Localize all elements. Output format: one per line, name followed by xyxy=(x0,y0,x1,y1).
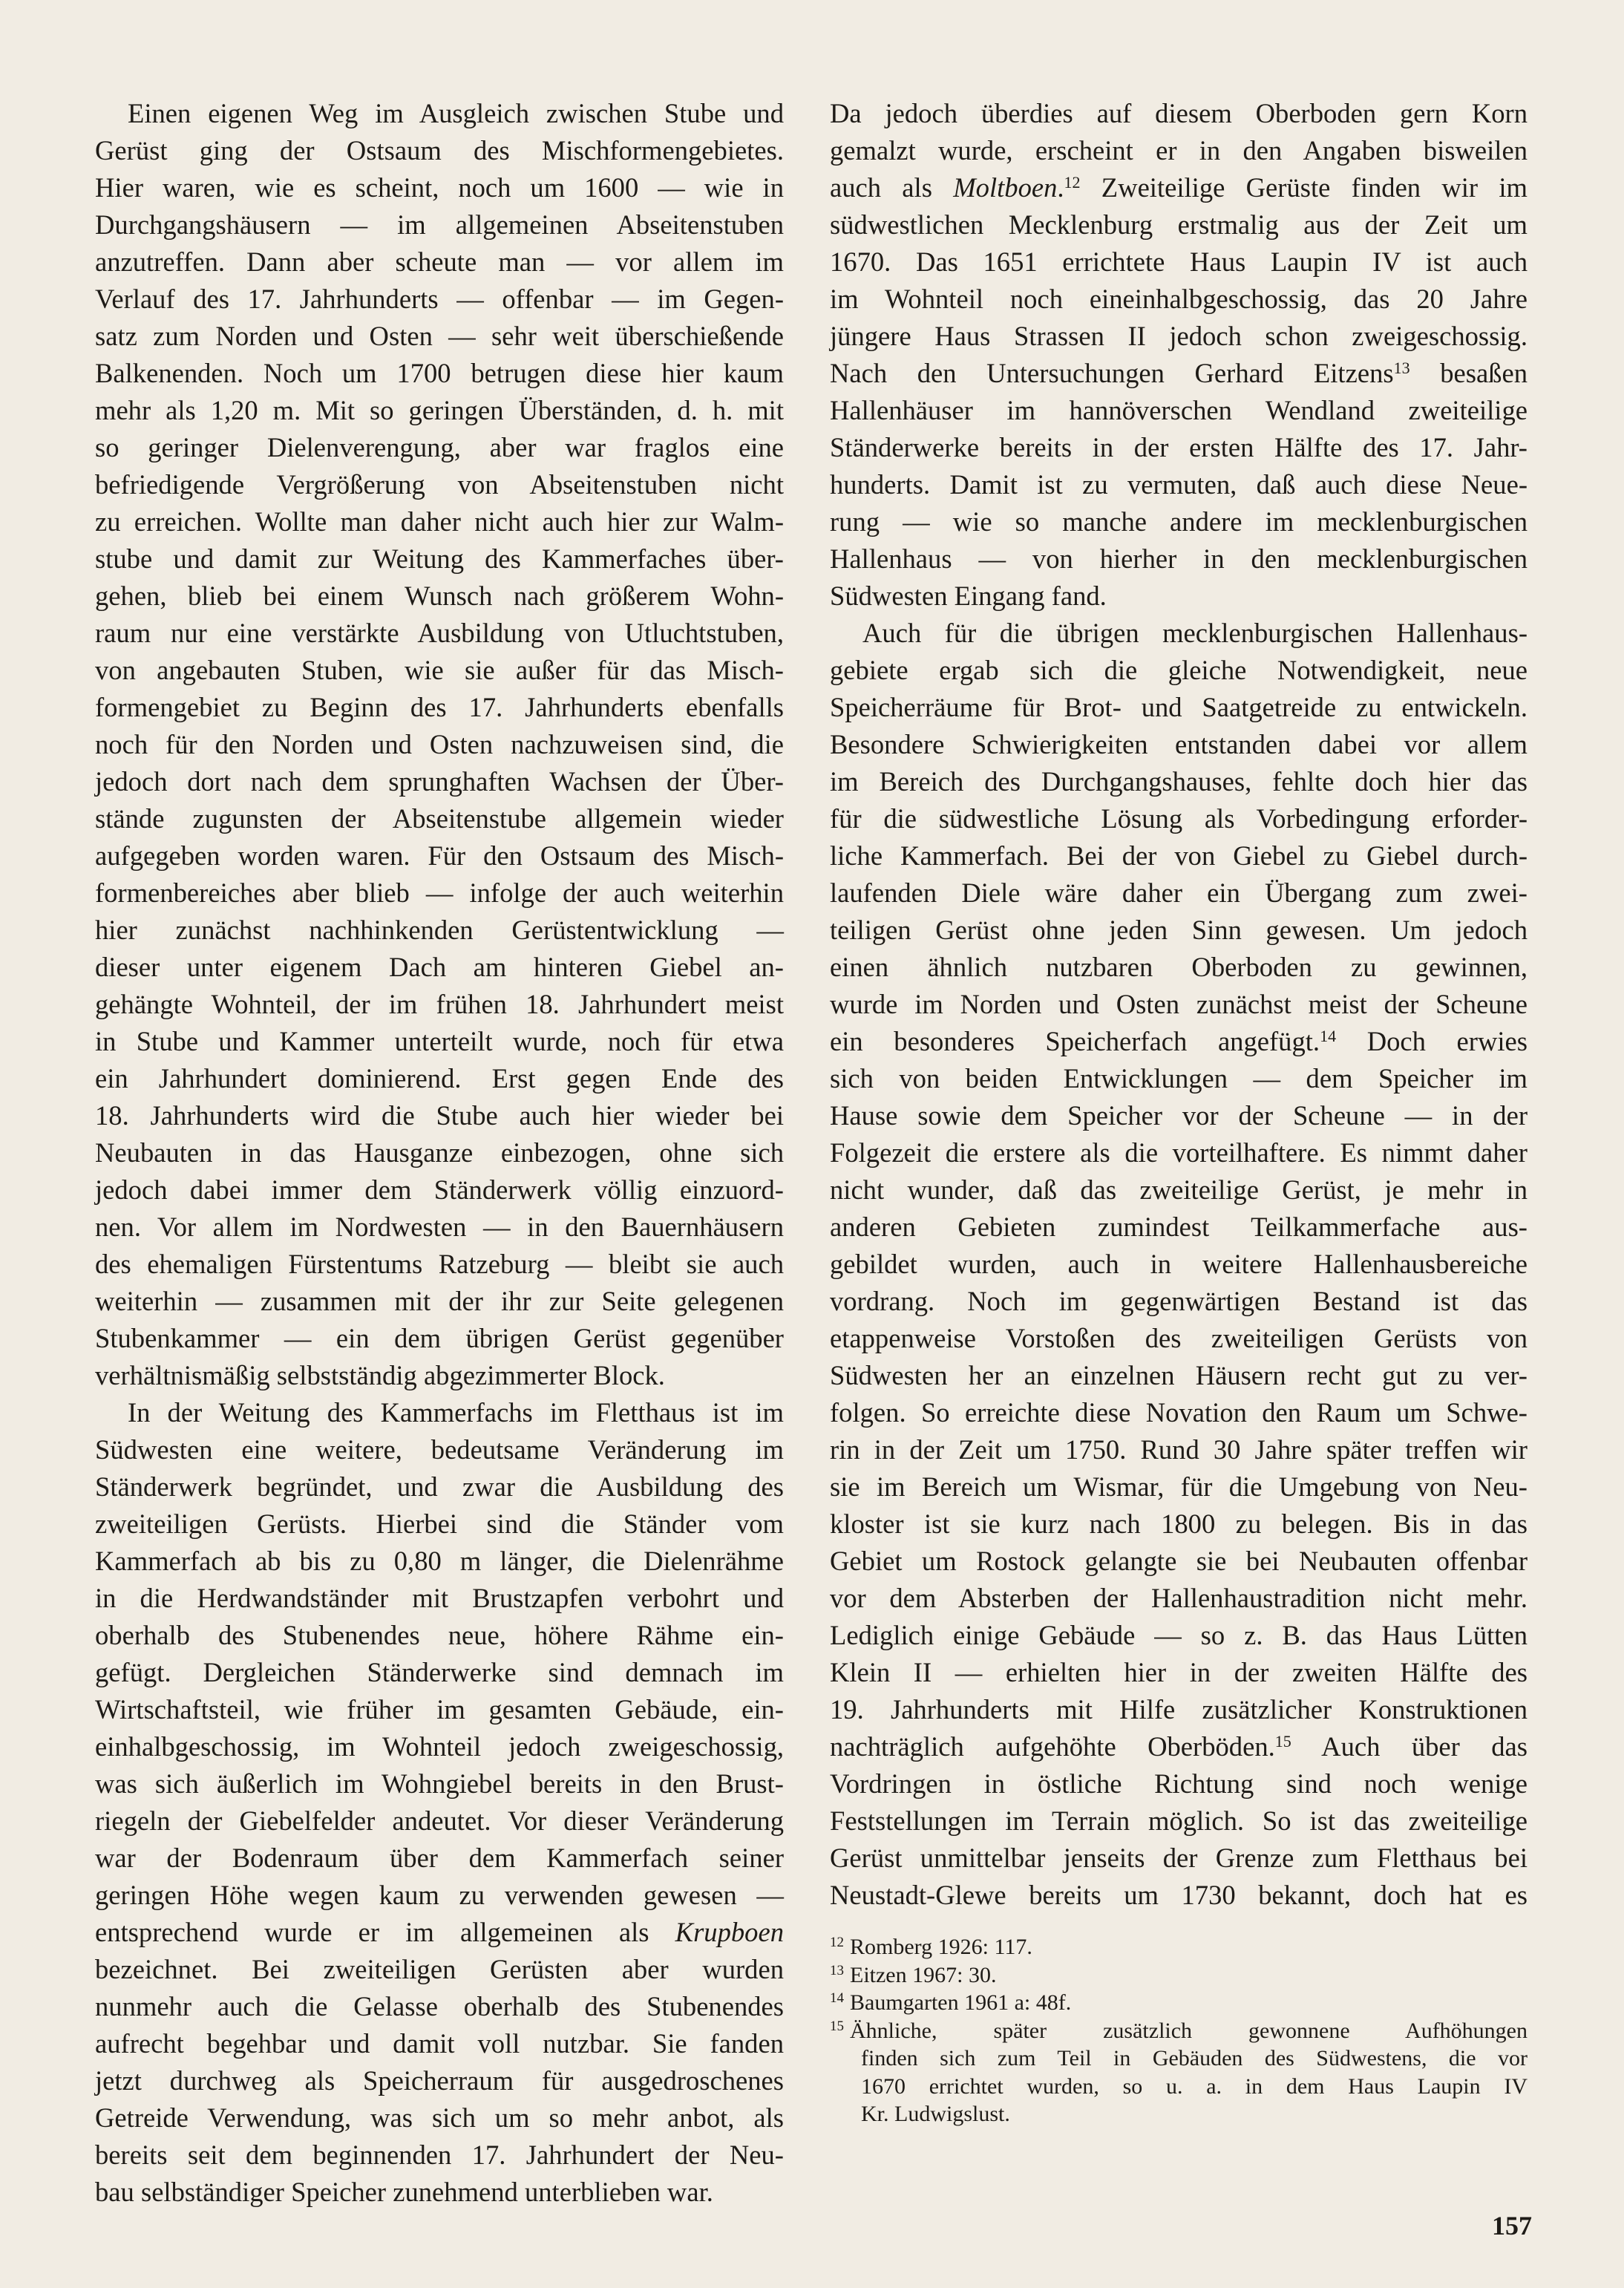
text-line: jetzt durchweg als Speicherraum für ausgedroschenes xyxy=(95,2065,784,2096)
text-line: Da jedoch überdies auf diesem Oberboden gern Korn xyxy=(830,98,1528,128)
text-line: was sich äußerlich im Wohngiebel bereits in den Brust- xyxy=(95,1768,784,1799)
text-line: sie im Bereich um Wismar, für die Umgebung von Neu- xyxy=(830,1471,1528,1502)
text-line: 19. Jahrhunderts mit Hilfe zusätzlicher Konstruktionen xyxy=(830,1694,1528,1725)
text-line: Verlauf des 17. Jahrhunderts — offenbar — im Gegen- xyxy=(95,284,784,314)
text-line: des ehemaligen Fürstentums Ratzeburg — bleibt sie auch xyxy=(95,1249,784,1279)
text-line: Besondere Schwierigkeiten entstanden dabei vor allem xyxy=(830,729,1528,759)
text-line: zu erreichen. Wollte man daher nicht auch hier zur Walm- xyxy=(95,506,784,537)
text-line: Durchgangshäusern — im allgemeinen Abseitenstuben xyxy=(95,209,784,240)
text-line: ein Jahrhundert dominierend. Erst gegen Ende des xyxy=(95,1063,784,1094)
text-line: Auch für die übrigen mecklenburgischen Hallenhaus- xyxy=(862,618,1528,648)
text-line: Südwesten eine weitere, bedeutsame Veränderung im xyxy=(95,1434,784,1465)
footnote-line: finden sich zum Teil in Gebäuden des Südwestens, die vor xyxy=(861,2046,1528,2070)
text-line: etappenweise Vorstoßen des zweiteiligen Gerüsts von xyxy=(830,1323,1528,1353)
text-line: nen. Vor allem im Nordwesten — in den Bauernhäusern xyxy=(95,1212,784,1242)
footnote-ref: 14 xyxy=(1320,1027,1337,1045)
text-line: riegeln der Giebelfelder andeutet. Vor dieser Veränderung xyxy=(95,1805,784,1836)
text-line: befriedigende Vergrößerung von Abseitenstuben nicht xyxy=(95,469,784,500)
text-line: geringen Höhe wegen kaum zu verwenden gewesen — xyxy=(95,1880,784,1910)
text-line: verhältnismäßig selbstständig abgezimmerter Block. xyxy=(95,1360,665,1390)
text-line: Ständerwerk begründet, und zwar die Ausbildung des xyxy=(95,1471,784,1502)
text-line: jedoch dabei immer dem Ständerwerk völlig einzuord- xyxy=(95,1174,784,1205)
text-line: gemalzt wurde, erscheint er in den Angaben bisweilen xyxy=(830,135,1528,166)
text-line: formengebiet zu Beginn des 17. Jahrhunderts ebenfalls xyxy=(95,692,784,722)
text-line: gehen, blieb bei einem Wunsch nach größerem Wohn- xyxy=(95,581,784,611)
text-line: folgen. So erreichte diese Novation den Raum um Schwe- xyxy=(830,1397,1528,1428)
footnote-ref: 15 xyxy=(1274,1732,1291,1751)
text-line: Getreide Verwendung, was sich um so mehr anbot, als xyxy=(95,2102,784,2133)
text-line: raum nur eine verstärkte Ausbildung von Utluchtstuben, xyxy=(95,618,784,648)
text-line: anzutreffen. Dann aber scheute man — vor allem im xyxy=(95,246,784,277)
text-line: kloster ist sie kurz nach 1800 zu belegen. Bis in das xyxy=(830,1509,1528,1539)
text-line: einhalbgeschossig, im Wohnteil jedoch zweigeschossig, xyxy=(95,1731,784,1762)
footnote-line: $^{14}$ Baumgarten 1961 a: 48f. xyxy=(830,1990,1072,2015)
text-line: Stubenkammer — ein dem übrigen Gerüst gegenüber xyxy=(95,1323,784,1353)
text-line: aufrecht begehbar und damit voll nutzbar. Sie fanden xyxy=(95,2028,784,2059)
text-line: Einen eigenen Weg im Ausgleich zwischen Stube und xyxy=(128,98,784,128)
left-text-column xyxy=(95,95,784,2211)
text-line: liche Kammerfach. Bei der von Giebel zu Giebel durch- xyxy=(830,840,1528,871)
text-line: Neustadt-Glewe bereits um 1730 bekannt, doch hat es xyxy=(830,1880,1528,1910)
text-line: entsprechend wurde er im allgemeinen als Krupboen xyxy=(95,1917,784,1947)
text-line: gebiete ergab sich die gleiche Notwendigkeit, neue xyxy=(830,655,1528,685)
text-line: zweiteiligen Gerüsts. Hierbei sind die Ständer vom xyxy=(95,1509,784,1539)
text-line: im Bereich des Durchgangshauses, fehlte doch hier das xyxy=(830,766,1528,797)
text-line: Hallenhäuser im hannöverschen Wendland zweiteilige xyxy=(830,395,1528,425)
text-line: Wirtschaftsteil, wie früher im gesamten Gebäude, ein- xyxy=(95,1694,784,1725)
text-line: für die südwestliche Lösung als Vorbedingung erforder- xyxy=(830,803,1528,834)
text-line: teiligen Gerüst ohne jeden Sinn gewesen. Um jedoch xyxy=(830,915,1528,945)
text-line: sich von beiden Entwicklungen — dem Speicher im xyxy=(830,1063,1528,1094)
text-line: gefügt. Dergleichen Ständerwerke sind demnach im xyxy=(95,1657,784,1687)
text-line: anderen Gebieten zumindest Teilkammerfache aus- xyxy=(830,1212,1528,1242)
text-line: von angebauten Stuben, wie sie außer für das Misch- xyxy=(95,655,784,685)
text-line: gehängte Wohnteil, der im frühen 18. Jahrhundert meist xyxy=(95,989,784,1019)
text-line: hier zunächst nachhinkenden Gerüstentwicklung — xyxy=(95,915,784,945)
text-line: im Wohnteil noch eineinhalbgeschossig, das 20 Jahre xyxy=(830,284,1528,314)
text-line: ein besonderes Speicherfach angefügt.$^{14}$ Doch erwies xyxy=(830,1026,1528,1056)
footnote-line: 1670 errichtet wurden, so u. a. in dem Haus Laupin IV xyxy=(861,2073,1528,2099)
text-line: auch als Moltboen.$^{12}$ Zweiteilige Gerüste finden wir im xyxy=(830,172,1528,203)
text-line: gebildet wurden, auch in weitere Hallenhausbereiche xyxy=(830,1249,1528,1279)
text-line: südwestlichen Mecklenburg erstmalig aus der Zeit um xyxy=(830,209,1528,240)
text-line: Lediglich einige Gebäude — so z. B. das Haus Lütten xyxy=(830,1620,1528,1650)
text-line: Gebiet um Rostock gelangte sie bei Neubauten offenbar xyxy=(830,1546,1528,1576)
text-line: 18. Jahrhunderts wird die Stube auch hier wieder bei xyxy=(95,1100,784,1131)
text-line: laufenden Diele wäre daher ein Übergang zum zwei- xyxy=(830,877,1528,908)
text-line: Gerüst ging der Ostsaum des Mischformengebietes. xyxy=(95,135,784,166)
text-line: stube und damit zur Weitung des Kammerfaches über- xyxy=(95,543,784,574)
footnote-number: 15 xyxy=(830,2018,844,2034)
text-line: einen ähnlich nutzbaren Oberboden zu gewinnen, xyxy=(830,952,1528,982)
text-line: Ständerwerke bereits in der ersten Hälfte des 17. Jahr- xyxy=(830,432,1528,462)
text-line: Klein II — erhielten hier in der zweiten Hälfte des xyxy=(830,1657,1528,1687)
text-line: noch für den Norden und Osten nachzuweisen sind, die xyxy=(95,729,784,759)
text-line: Südwesten her an einzelnen Häusern recht gut zu ver- xyxy=(830,1360,1528,1390)
text-line: nunmehr auch die Gelasse oberhalb des Stubenendes xyxy=(95,1991,784,2021)
text-line: wurde im Norden und Osten zunächst meist der Scheune xyxy=(830,989,1528,1019)
text-line: nicht wunder, daß das zweiteilige Gerüst, je mehr in xyxy=(830,1174,1528,1205)
text-line: vordrang. Noch im gegenwärtigen Bestand ist das xyxy=(830,1286,1528,1316)
text-line: in die Herdwandständer mit Brustzapfen verbohrt und xyxy=(95,1583,784,1613)
footnote-line: $^{12}$ Romberg 1926: 117. xyxy=(830,1935,1032,1959)
text-line: Kammerfach ab bis zu 0,80 m länger, die Dielenrähme xyxy=(95,1546,784,1576)
text-line: stände zugunsten der Abseitenstube allgemein wieder xyxy=(95,803,784,834)
text-line: bau selbständiger Speicher zunehmend unterblieben war. xyxy=(95,2177,713,2207)
text-line: hunderts. Damit ist zu vermuten, daß auch diese Neue- xyxy=(830,469,1528,500)
text-line: oberhalb des Stubenendes neue, höhere Rähme ein- xyxy=(95,1620,784,1650)
text-line: Vordringen in östliche Richtung sind noch wenige xyxy=(830,1768,1528,1799)
text-line: mehr als 1,20 m. Mit so geringen Überständen, d. h. mit xyxy=(95,395,784,425)
text-line: Neubauten in das Hausganze einbezogen, ohne sich xyxy=(95,1137,784,1168)
footnote-number: 13 xyxy=(830,1962,844,1978)
text-line: Balkenenden. Noch um 1700 betrugen diese hier kaum xyxy=(95,358,784,388)
text-line: rung — wie so manche andere im mecklenburgischen xyxy=(830,506,1528,537)
text-line: Feststellungen im Terrain möglich. So ist das zweiteilige xyxy=(830,1805,1528,1836)
footnote-ref: 13 xyxy=(1393,359,1410,377)
right-text-column xyxy=(830,95,1528,1914)
text-line: jedoch dort nach dem sprunghaften Wachsen der Über- xyxy=(95,766,784,797)
footnote-line: $^{15}$ Ähnliche, später zusätzlich gewonnene Aufhöhungen xyxy=(830,2018,1528,2043)
text-line: Speicherräume für Brot- und Saatgetreide zu entwickeln. xyxy=(830,692,1528,722)
text-line: vor dem Absterben der Hallenhaustradition nicht mehr. xyxy=(830,1583,1528,1613)
footnote-number: 12 xyxy=(830,1935,844,1950)
text-line: Folgezeit die erstere als die vorteilhaftere. Es nimmt daher xyxy=(830,1137,1528,1168)
text-line: satz zum Norden und Osten — sehr weit überschießende xyxy=(95,321,784,351)
text-line: bereits seit dem beginnenden 17. Jahrhundert der Neu- xyxy=(95,2140,784,2170)
text-line: so geringer Dielenverengung, aber war fraglos eine xyxy=(95,432,784,462)
text-line: aufgegeben worden waren. Für den Ostsaum des Misch- xyxy=(95,840,784,871)
page-number: 157 xyxy=(1492,2211,1532,2240)
footnote-line: Kr. Ludwigslust. xyxy=(861,2102,1010,2126)
text-line: in Stube und Kammer unterteilt wurde, noch für etwa xyxy=(95,1026,784,1056)
footnote-number: 14 xyxy=(830,1990,844,2006)
text-line: Hause sowie dem Speicher vor der Scheune — in der xyxy=(830,1100,1528,1131)
text-line: Hallenhaus — von hierher in den mecklenburgischen xyxy=(830,543,1528,574)
text-line: Gerüst unmittelbar jenseits der Grenze zum Fletthaus bei xyxy=(830,1843,1528,1873)
text-line: jüngere Haus Strassen II jedoch schon zweigeschossig. xyxy=(830,321,1528,351)
text-line: 1670. Das 1651 errichtete Haus Laupin IV ist auch xyxy=(830,246,1528,277)
text-line: Südwesten Eingang fand. xyxy=(830,581,1107,611)
text-line: In der Weitung des Kammerfachs im Fletthaus ist im xyxy=(128,1397,784,1428)
text-line: formenbereiches aber blieb — infolge der auch weiterhin xyxy=(95,877,784,908)
text-line: dieser unter eigenem Dach am hinteren Giebel an- xyxy=(95,952,784,982)
text-line: rin in der Zeit um 1750. Rund 30 Jahre später treffen wir xyxy=(830,1434,1528,1465)
text-line: weiterhin — zusammen mit der ihr zur Seite gelegenen xyxy=(95,1286,784,1316)
text-line: Hier waren, wie es scheint, noch um 1600 — wie in xyxy=(95,172,784,203)
text-line: nachträglich aufgehöhte Oberböden.$^{15}$ Auch über das xyxy=(830,1731,1528,1762)
footnotes xyxy=(830,1933,1528,2128)
text-line: bezeichnet. Bei zweiteiligen Gerüsten aber wurden xyxy=(95,1954,784,1984)
text-line: war der Bodenraum über dem Kammerfach seiner xyxy=(95,1843,784,1873)
footnote-ref: 12 xyxy=(1064,173,1081,192)
footnote-line: $^{13}$ Eitzen 1967: 30. xyxy=(830,1962,997,1987)
text-line: Nach den Untersuchungen Gerhard Eitzens$^{13}$ besaßen xyxy=(830,358,1528,388)
